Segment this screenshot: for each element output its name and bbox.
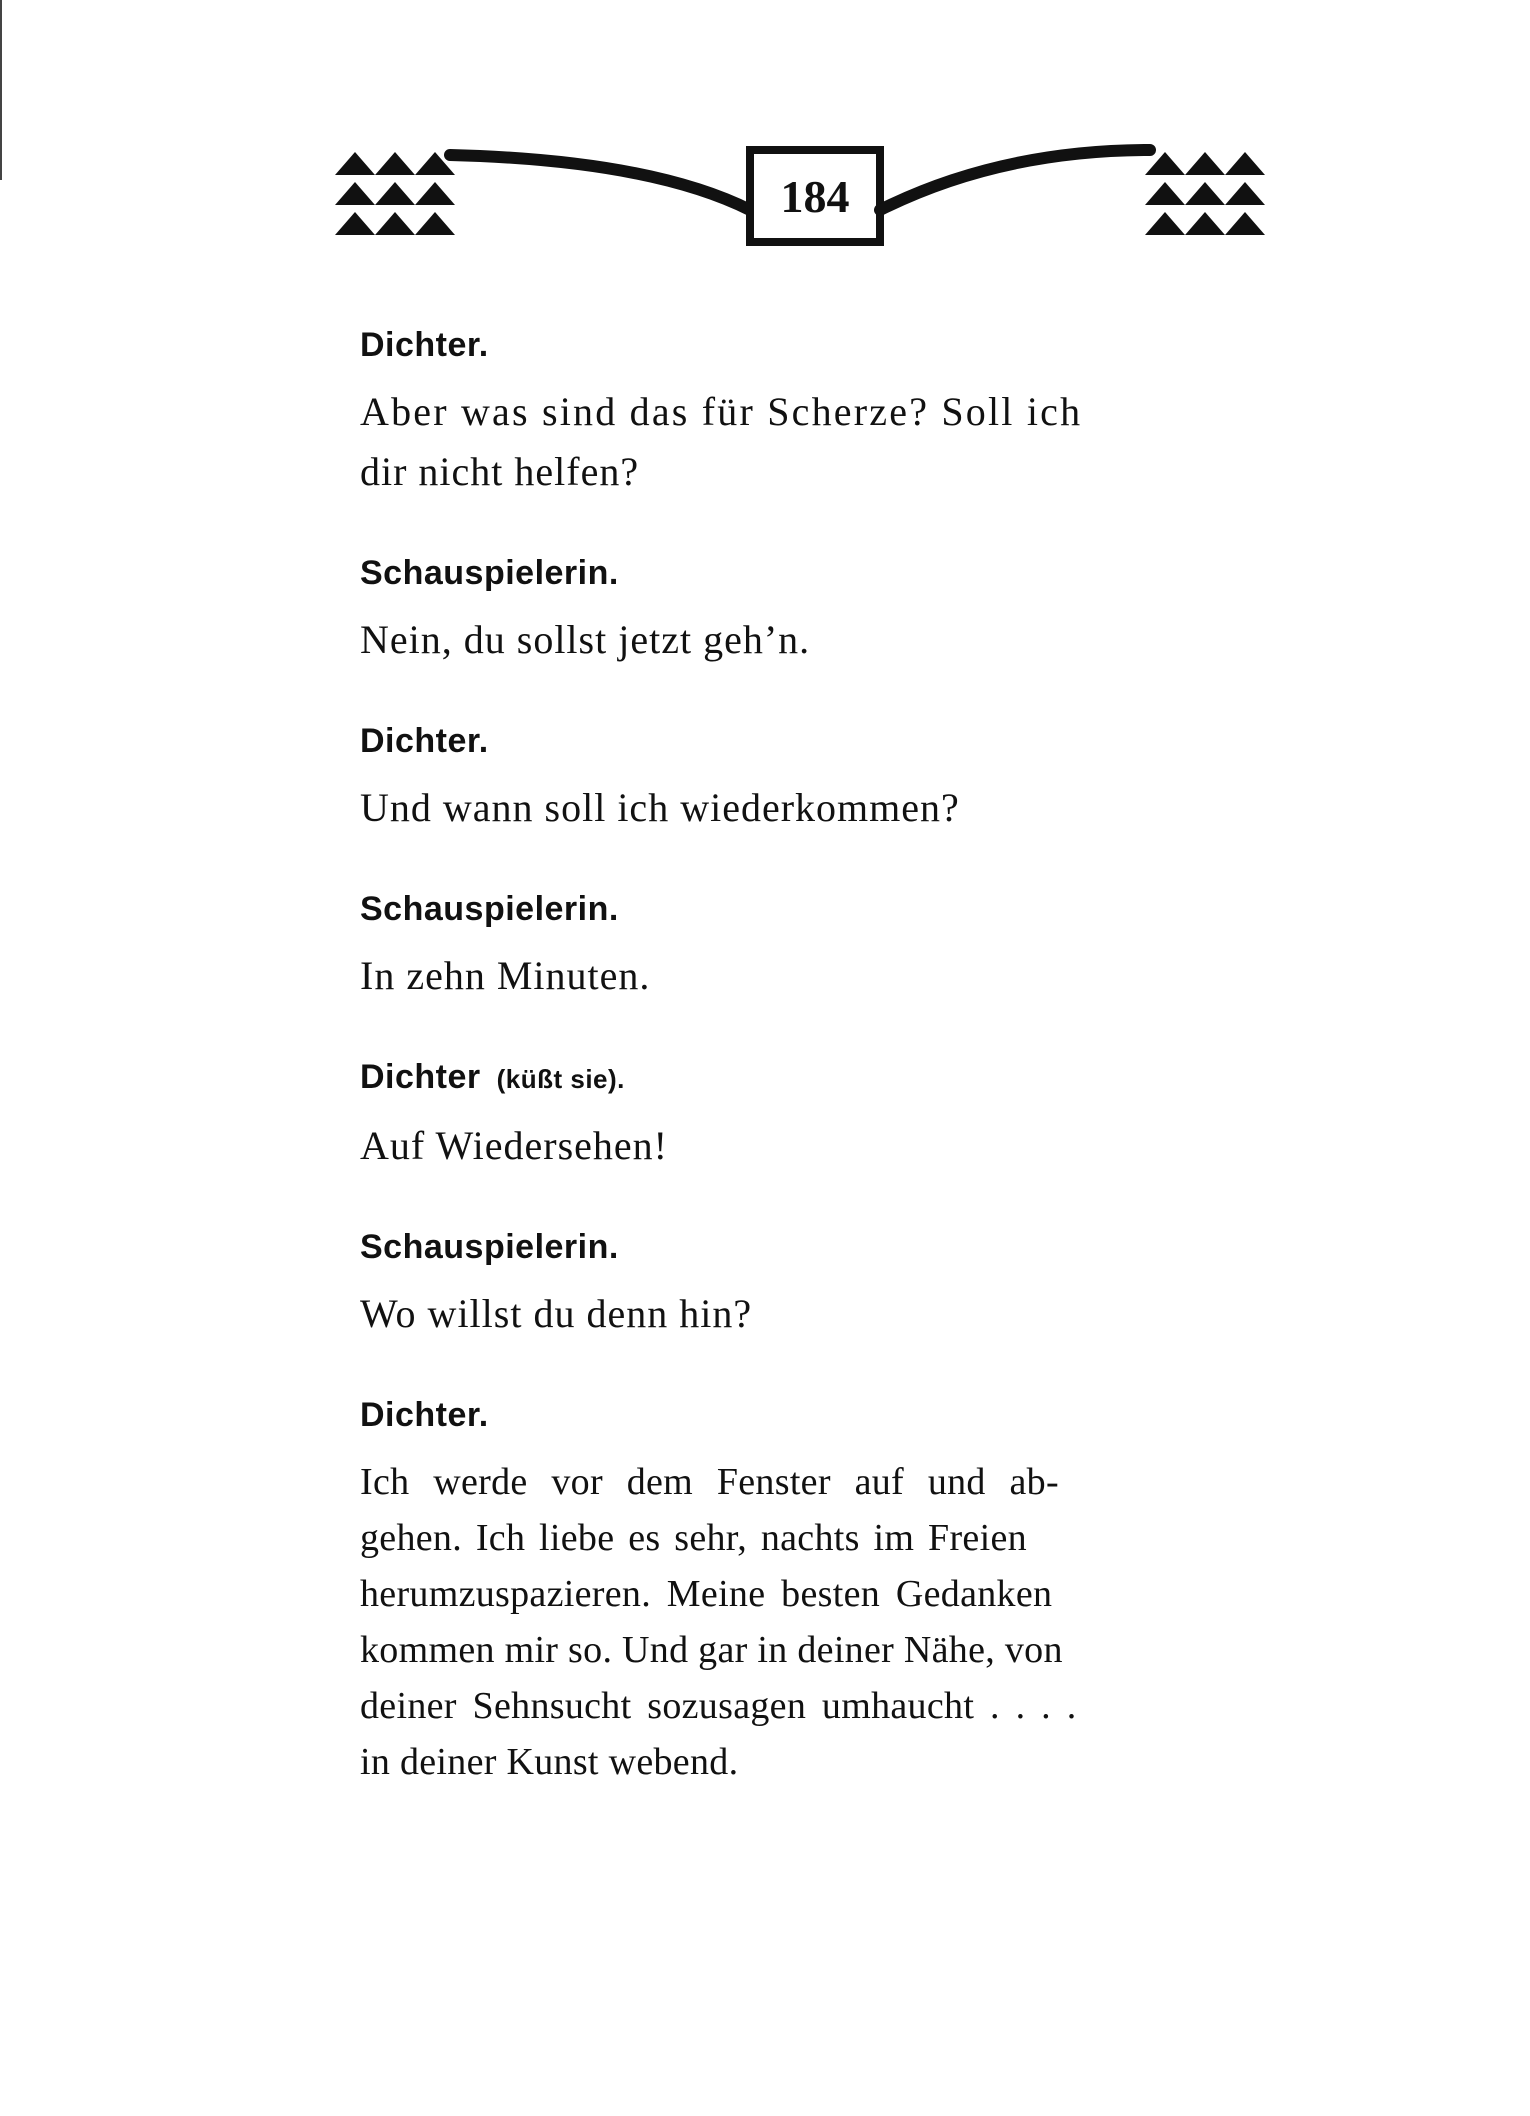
page-number: 184 — [780, 171, 850, 222]
speech-block — [360, 1052, 1240, 1176]
speaker-line — [360, 1052, 1240, 1104]
speech-block — [360, 320, 1240, 502]
speech-line: Nein, du sollst jetzt geh’n. — [360, 617, 811, 662]
stage-direction: (küßt sie). — [496, 1064, 625, 1094]
speech-line: in deiner Kunst webend. — [360, 1741, 739, 1783]
speaker-name: Dichter. — [360, 326, 489, 364]
right-triangle-cluster-icon — [1145, 152, 1265, 235]
speech-block — [360, 1222, 1240, 1344]
speech-line: deiner Sehnsucht sozusagen umhaucht . . . . — [360, 1685, 1077, 1727]
speech-paragraph — [360, 1454, 1240, 1790]
speech-line: Ich werde vor dem Fenster auf und ab- — [360, 1461, 1059, 1503]
speaker-name: Schauspielerin. — [360, 554, 619, 592]
speech-line: Wo willst du denn hin? — [360, 1291, 753, 1336]
speech-line: kommen mir so. Und gar in deiner Nähe, von — [360, 1629, 1063, 1671]
speech-line: herumzuspazieren. Meine besten Gedanken — [360, 1573, 1053, 1615]
speech-block — [360, 548, 1240, 670]
speech-line: dir nicht helfen? — [360, 449, 640, 494]
speech-line: In zehn Minuten. — [360, 953, 651, 998]
speech-block — [360, 1390, 1240, 1790]
speaker-name: Dichter. — [360, 1396, 489, 1434]
dialogue-body — [360, 280, 1240, 1790]
speech-block — [360, 884, 1240, 1006]
speech-block — [360, 716, 1240, 838]
speech-line: gehen. Ich liebe es sehr, nachts im Freien — [360, 1517, 1027, 1559]
speech-line: Und wann soll ich wiederkommen? — [360, 785, 960, 830]
speaker-name: Dichter — [360, 1058, 481, 1096]
speaker-name: Dichter. — [360, 722, 489, 760]
scan-edge-mark — [0, 0, 2, 180]
left-swoosh — [450, 155, 750, 210]
speech-line: Auf Wiedersehen! — [360, 1123, 668, 1168]
right-swoosh — [880, 150, 1150, 210]
speaker-name: Schauspielerin. — [360, 890, 619, 928]
speaker-name: Schauspielerin. — [360, 1228, 619, 1266]
speech-line: Aber was sind das für Scherze? Soll ich — [360, 389, 1083, 434]
left-triangle-cluster-icon — [335, 152, 455, 235]
page-header-ornament — [320, 130, 1300, 260]
ornament-svg — [320, 130, 1300, 260]
